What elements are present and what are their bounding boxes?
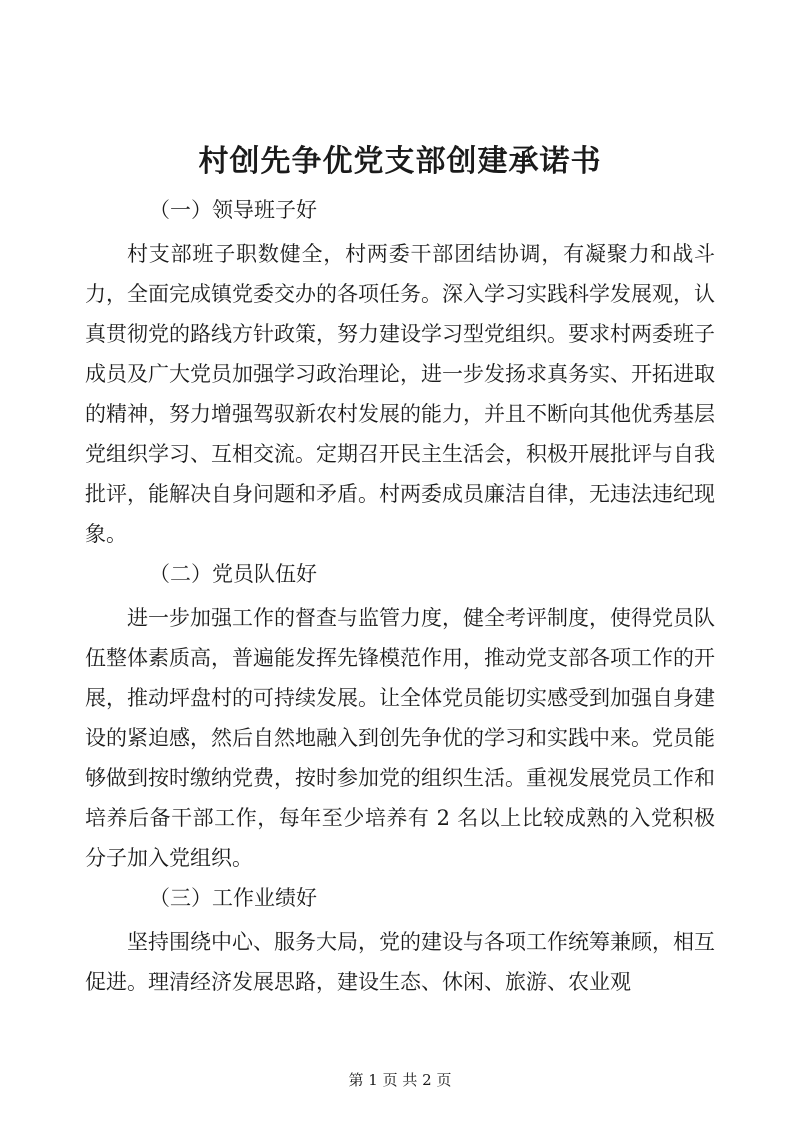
- document-body: [85, 190, 715, 1002]
- page-footer: [0, 1070, 800, 1090]
- section-heading: （一）领导班子好: [149, 198, 317, 222]
- section-paragraph: 进一步加强工作的督查与监管力度，健全考评制度，使得党员队伍整体素质高，普遍能发挥先锋模范作用，推动党支部各项工作的开展，推动坪盘村的可持续发展。让全体党员能切实感受到加强自身建设的紧迫感，然后自然地融入到创先争优的学习和实践中来。党员能够做到按时缴纳党费，按时参加党的组织生活。重视发展党员工作和培养后备干部工作，每年至少培养有 2 名以上比较成熟的入党积极分子加入党组织。: [85, 606, 715, 870]
- section-paragraph: 村支部班子职数健全，村两委干部团结协调，有凝聚力和战斗力，全面完成镇党委交办的各项任务。深入学习实践科学发展观，认真贯彻党的路线方针政策，努力建设学习型党组织。要求村两委班子成员及广大党员加强学习政治理论，进一步发扬求真务实、开拓进取的精神，努力增强驾驭新农村发展的能力，并且不断向其他优秀基层党组织学习、互相交流。定期召开民主生活会，积极开展批评与自我批评，能解决自身问题和矛盾。村两委成员廉洁自律，无违法违纪现象。: [85, 242, 715, 546]
- section-heading: （二）党员队伍好: [149, 562, 317, 586]
- section-heading: （三）工作业绩好: [149, 886, 317, 910]
- section-1: [85, 190, 715, 554]
- section-paragraph: 坚持围绕中心、服务大局，党的建设与各项工作统筹兼顾，相互促进。理清经济发展思路，建设生态、休闲、旅游、农业观: [85, 930, 715, 994]
- section-2: [85, 554, 715, 878]
- page-number: 第 1 页 共 2 页: [348, 1071, 452, 1089]
- section-3: [85, 878, 715, 1002]
- document-title: 村创先争优党支部创建承诺书: [198, 144, 602, 179]
